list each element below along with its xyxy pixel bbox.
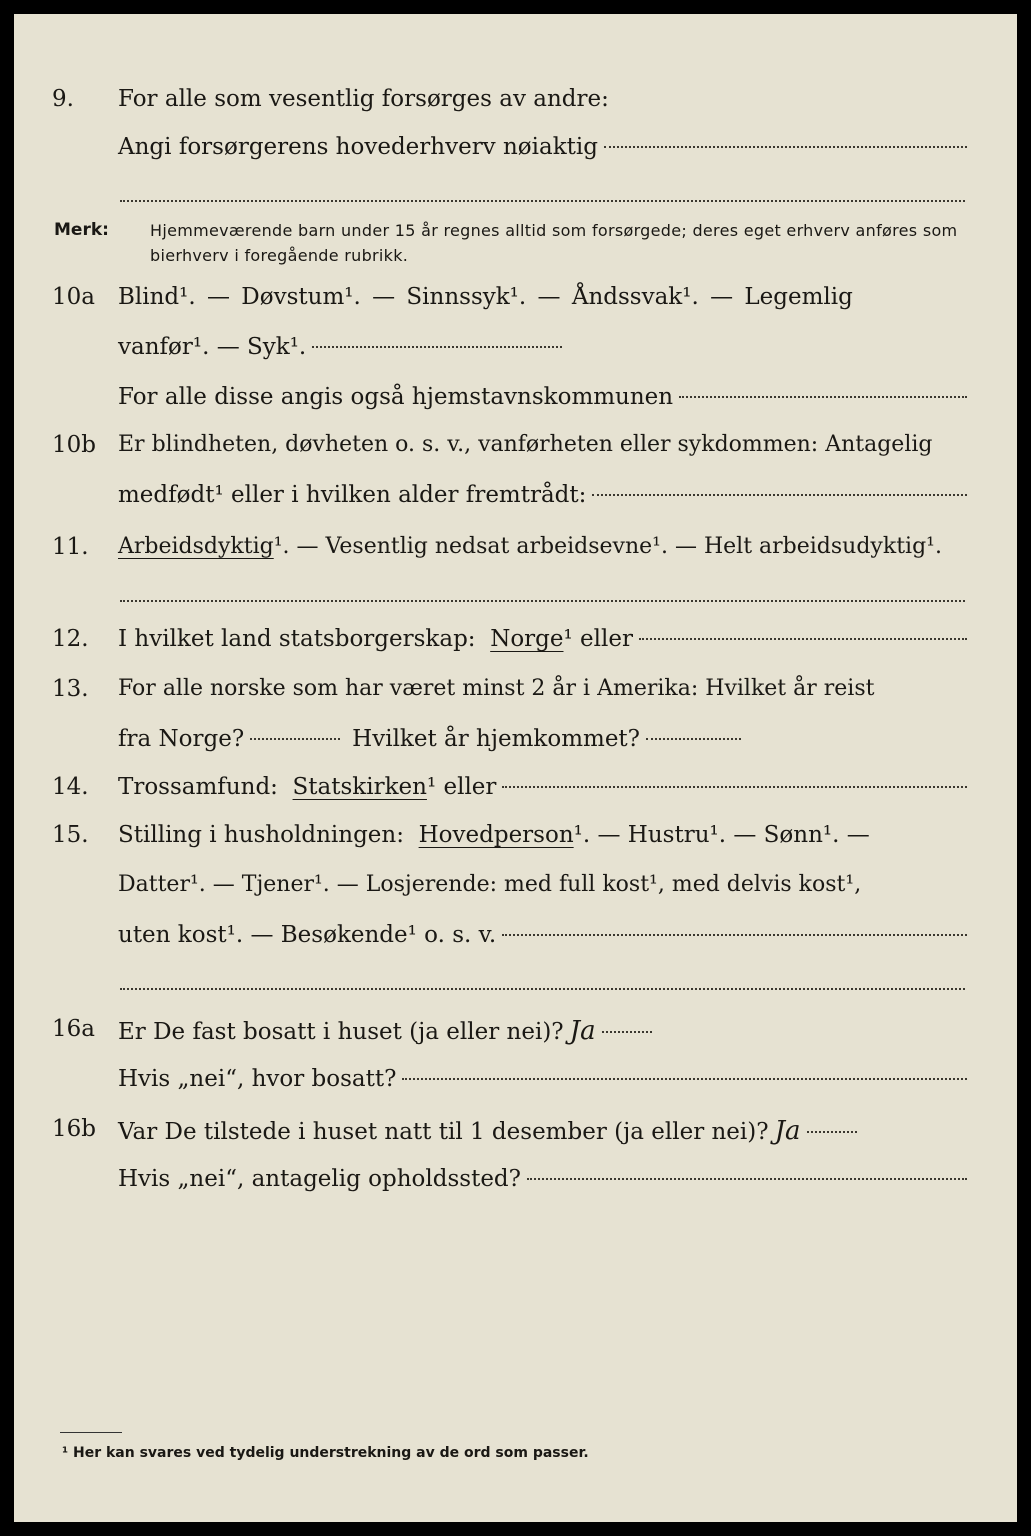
q14-line (0, 774, 1031, 814)
q16b-number: 16b (52, 1116, 96, 1142)
q14-pre: Trossamfund: (118, 774, 278, 800)
q9-line1 (0, 86, 1031, 126)
q12-post: ¹ eller (563, 626, 633, 652)
q16b-answer-field[interactable] (807, 1131, 857, 1133)
merk-label: Merk: (54, 220, 109, 240)
q11-extra-line[interactable] (120, 600, 965, 602)
q10a-line2 (0, 334, 1031, 374)
q15-extra-line[interactable] (120, 988, 965, 990)
merk-note (54, 218, 974, 268)
q12-line (0, 626, 1031, 666)
q9-text1: For alle som vesentlig forsørges av andre: (118, 86, 609, 112)
q15-line1 (0, 822, 1031, 862)
q11-option-arbeidsdyktig[interactable]: Arbeidsdyktig (118, 534, 274, 559)
q16b-line1 (0, 1116, 1031, 1156)
q13-text2a: fra Norge? (118, 726, 245, 752)
q10a-text1: Blind¹. — Døvstum¹. — Sinnssyk¹. — Åndssvak¹. — Legemlig (118, 284, 853, 310)
q13-line1 (0, 676, 1031, 716)
q14-option-statskirken[interactable]: Statskirken (292, 774, 427, 800)
q9-text2: Angi forsørgerens hovederhverv nøiaktig (118, 134, 598, 160)
q13-hjemkommet-field[interactable] (646, 738, 741, 740)
q12-pre: I hvilket land statsborgerskap: (118, 626, 476, 652)
q10a-answer-field[interactable] (312, 346, 562, 348)
q16a-line2 (0, 1066, 1031, 1106)
q16b-text1: Var De tilstede i huset natt til 1 desember (ja eller nei)? (118, 1119, 769, 1145)
q13-text1: For alle norske som har været minst 2 år i Amerika: Hvilket år reist (118, 676, 875, 701)
q13-number: 13. (52, 676, 89, 702)
q12-option-norge[interactable]: Norge (490, 626, 564, 652)
q10b-answer-field[interactable] (592, 494, 967, 496)
q10b-text2: medfødt¹ eller i hvilken alder fremtrådt: (118, 482, 587, 508)
q9-line2 (0, 134, 1031, 174)
q10a-line1 (0, 284, 1031, 324)
q11-line (0, 534, 1031, 574)
q16a-text2: Hvis „nei“, hvor bosatt? (118, 1066, 397, 1092)
q13-line2 (0, 726, 1031, 766)
q10b-line2 (0, 482, 1031, 522)
q16a-text1: Er De fast bosatt i huset (ja eller nei)? (118, 1019, 564, 1045)
q10a-number: 10a (52, 284, 95, 310)
q16a-bosatt-field[interactable] (402, 1078, 967, 1080)
q10a-hjemstavn-field[interactable] (679, 396, 967, 398)
q11-rest: ¹. — Vesentlig nedsat arbeidsevne¹. — Helt arbeidsudyktig¹. (273, 534, 942, 559)
q10b-line1 (0, 432, 1031, 472)
merk-text: Hjemmeværende barn under 15 år regnes alltid som forsørgede; deres eget erhverv anføres som bierhverv i foregående rubrikk. (150, 221, 958, 265)
q13-reist-field[interactable] (250, 738, 340, 740)
q11-number: 11. (52, 534, 89, 560)
q10b-text1: Er blindheten, døvheten o. s. v., vanførheten eller sykdommen: Antagelig (118, 432, 933, 457)
q15-pre: Stilling i husholdningen: (118, 822, 404, 848)
q14-post: ¹ eller (426, 774, 497, 800)
q14-number: 14. (52, 774, 89, 800)
q14-answer-field[interactable] (502, 786, 967, 788)
q16b-text2: Hvis „nei“, antagelig opholdssted? (118, 1166, 521, 1192)
q15-option-hovedperson[interactable]: Hovedperson (418, 822, 574, 848)
q10a-line3 (0, 384, 1031, 424)
q15-post: ¹. — Hustru¹. — Sønn¹. — (573, 822, 870, 848)
q10a-text3: For alle disse angis også hjemstavnskommunen (118, 384, 674, 410)
q16a-number: 16a (52, 1016, 95, 1042)
q16b-handwritten-answer: Ja (774, 1116, 801, 1146)
q15-line2 (0, 872, 1031, 912)
q10a-text2: vanfør¹. — Syk¹. (118, 334, 307, 360)
q9-number: 9. (52, 86, 74, 112)
q16a-answer-field[interactable] (602, 1031, 652, 1033)
q13-text2b: Hvilket år hjemkommet? (352, 726, 641, 752)
q16b-line2 (0, 1166, 1031, 1206)
footnote-rule (60, 1432, 122, 1433)
q9-answer-field[interactable] (604, 146, 967, 148)
q16a-handwritten-answer: Ja (569, 1016, 596, 1046)
q15-text2: Datter¹. — Tjener¹. — Losjerende: med full kost¹, med delvis kost¹, (118, 872, 862, 897)
q12-answer-field[interactable] (639, 638, 967, 640)
q15-text3: uten kost¹. — Besøkende¹ o. s. v. (118, 922, 497, 948)
q12-number: 12. (52, 626, 89, 652)
q9-extra-line[interactable] (120, 200, 965, 202)
footnote: ¹ Her kan svares ved tydelig understrekning av de ord som passer. (62, 1445, 589, 1461)
q15-number: 15. (52, 822, 89, 848)
q16a-line1 (0, 1016, 1031, 1056)
q16b-opholdssted-field[interactable] (527, 1178, 967, 1180)
q10b-number: 10b (52, 432, 96, 458)
q15-answer-field[interactable] (502, 934, 967, 936)
q15-line3 (0, 922, 1031, 962)
